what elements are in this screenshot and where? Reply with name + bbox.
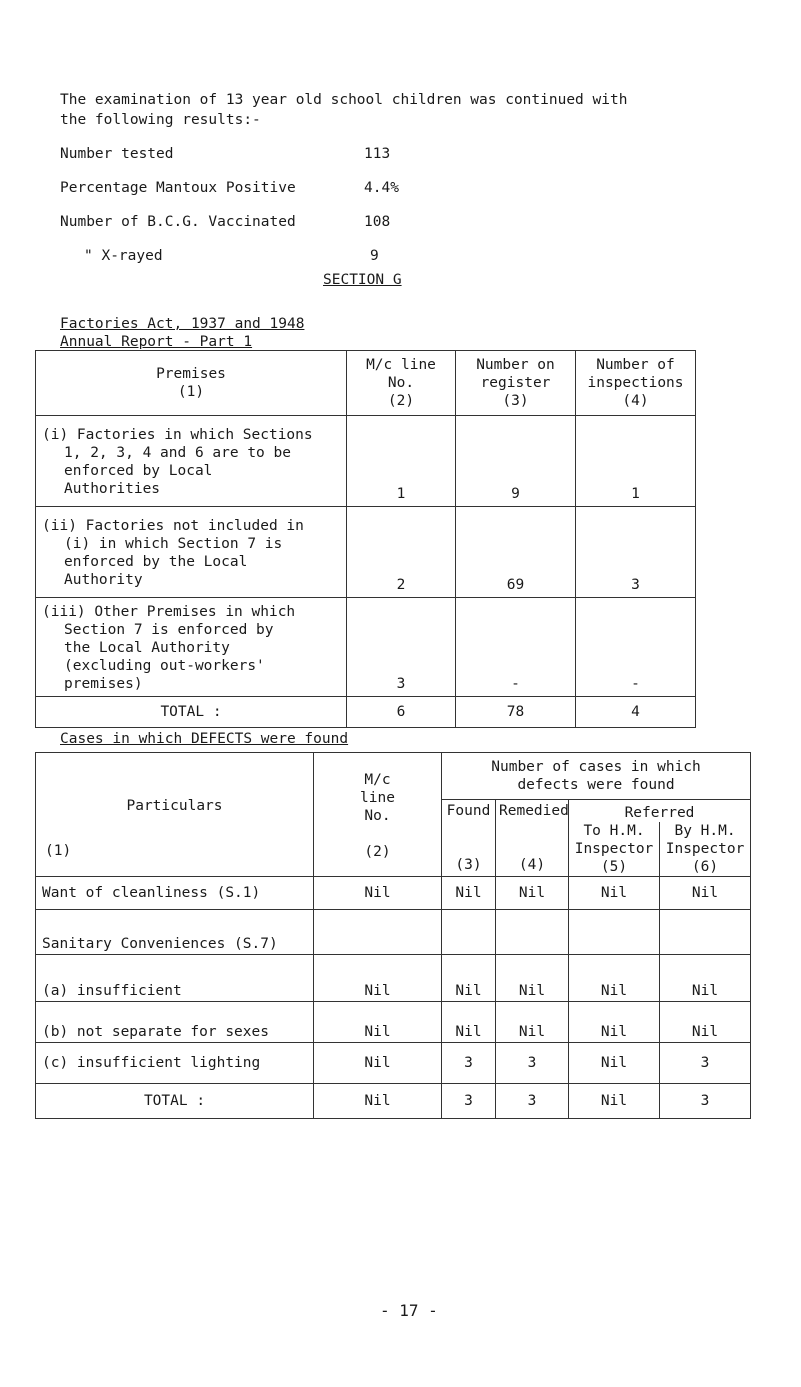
remedied-cell: Nil <box>496 1002 569 1043</box>
intro-line-2: the following results:- <box>60 112 261 128</box>
defects-row <box>36 1002 751 1043</box>
to-hm-cell: Nil <box>569 1002 660 1043</box>
mc-cell: Nil <box>314 1002 442 1043</box>
stat-label: Percentage Mantoux Positive <box>60 180 296 196</box>
inspections-cell: - <box>576 598 696 697</box>
remedied-header: Remedied (4) <box>496 800 569 877</box>
stat-value: 4.4% <box>364 180 399 196</box>
total-mc: Nil <box>314 1084 442 1119</box>
by-hm-inspector-header: By H.M. Inspector (6) <box>665 823 745 875</box>
to-hm-cell: Nil <box>569 877 660 910</box>
found-cell: Nil <box>442 877 496 910</box>
report-title: Annual Report - Part 1 <box>60 334 253 350</box>
premises-description: (ii) Factories not included in (i) in which Section 7 is enforced by the Local Authority <box>36 507 347 598</box>
remedied-cell: 3 <box>496 1043 569 1084</box>
by-hm-cell: Nil <box>660 1002 751 1043</box>
remedied-cell: Nil <box>496 877 569 910</box>
by-hm-cell: Nil <box>660 877 751 910</box>
referred-header: Referred To H.M. Inspector (5) By H.M. Inspector (6) <box>569 800 751 877</box>
page-number: - 17 - <box>380 1301 438 1320</box>
defects-row <box>36 955 751 1002</box>
by-hm-cell: 3 <box>660 1043 751 1084</box>
to-hm-cell: Nil <box>569 1043 660 1084</box>
total-mc-line: 6 <box>347 697 456 728</box>
defects-row <box>36 877 751 910</box>
mc-line-cell: 2 <box>347 507 456 598</box>
empty-cell <box>660 910 751 955</box>
total-remedied: 3 <box>496 1084 569 1119</box>
stat-label: Number tested <box>60 146 174 162</box>
stat-value: 108 <box>364 214 391 230</box>
inspections-cell: 3 <box>576 507 696 598</box>
intro-line-1: The examination of 13 year old school children was continued with <box>60 92 628 108</box>
particular-cell: Sanitary Conveniences (S.7) <box>36 910 314 955</box>
remedied-cell: Nil <box>496 955 569 1002</box>
defects-row <box>36 1043 751 1084</box>
premises-header-row <box>36 351 696 416</box>
section-title: SECTION G <box>323 272 402 288</box>
defects-row <box>36 910 751 955</box>
total-to-hm: Nil <box>569 1084 660 1119</box>
total-by-hm: 3 <box>660 1084 751 1119</box>
mc-line-header: M/c line No. (2) <box>314 753 442 877</box>
premises-header: Premises (1) <box>36 351 347 416</box>
total-register: 78 <box>456 697 576 728</box>
particular-cell: (b) not separate for sexes <box>36 1002 314 1043</box>
defects-total-row <box>36 1084 751 1119</box>
register-header: Number on register (3) <box>456 351 576 416</box>
stat-value: 9 <box>370 248 379 264</box>
premises-description: (i) Factories in which Sections 1, 2, 3, 4 and 6 are to be enforced by Local Authorities <box>36 416 347 507</box>
empty-cell <box>496 910 569 955</box>
intro-paragraph <box>60 90 627 130</box>
inspections-header: Number of inspections (4) <box>576 351 696 416</box>
particular-cell: (a) insufficient <box>36 955 314 1002</box>
mc-line-cell: 1 <box>347 416 456 507</box>
premises-total-row <box>36 697 696 728</box>
found-header: Found (3) <box>442 800 496 877</box>
premises-description: (iii) Other Premises in which Section 7 is enforced by the Local Authority (excluding out-workers' premises) <box>36 598 347 697</box>
act-title: Factories Act, 1937 and 1948 <box>60 316 305 332</box>
mc-line-cell: 3 <box>347 598 456 697</box>
mc-cell: Nil <box>314 877 442 910</box>
total-label: TOTAL : <box>36 1084 314 1119</box>
empty-cell <box>442 910 496 955</box>
mc-cell: Nil <box>314 1043 442 1084</box>
defects-table <box>35 752 751 1119</box>
register-cell: 69 <box>456 507 576 598</box>
premises-row <box>36 507 696 598</box>
total-found: 3 <box>442 1084 496 1119</box>
register-cell: - <box>456 598 576 697</box>
particular-cell: (c) insufficient lighting <box>36 1043 314 1084</box>
to-hm-cell: Nil <box>569 955 660 1002</box>
empty-cell <box>314 910 442 955</box>
defects-group-header: Number of cases in which defects were found <box>442 753 751 800</box>
mc-line-header: M/c line No. (2) <box>347 351 456 416</box>
total-label: TOTAL : <box>36 697 347 728</box>
to-hm-inspector-header: To H.M. Inspector (5) <box>569 822 660 876</box>
total-inspections: 4 <box>576 697 696 728</box>
found-cell: 3 <box>442 1043 496 1084</box>
premises-table <box>35 350 696 728</box>
by-hm-cell: Nil <box>660 955 751 1002</box>
stat-value: 113 <box>364 146 391 162</box>
inspections-cell: 1 <box>576 416 696 507</box>
premises-row <box>36 416 696 507</box>
defects-header-row <box>36 753 751 800</box>
stat-label: " X-rayed <box>84 248 163 264</box>
particular-cell: Want of cleanliness (S.1) <box>36 877 314 910</box>
cases-title: Cases in which DEFECTS were found <box>60 731 349 747</box>
mc-cell: Nil <box>314 955 442 1002</box>
empty-cell <box>569 910 660 955</box>
stat-label: Number of B.C.G. Vaccinated <box>60 214 296 230</box>
particulars-header: Particulars (1) <box>36 753 314 877</box>
register-cell: 9 <box>456 416 576 507</box>
premises-row <box>36 598 696 697</box>
found-cell: Nil <box>442 1002 496 1043</box>
found-cell: Nil <box>442 955 496 1002</box>
